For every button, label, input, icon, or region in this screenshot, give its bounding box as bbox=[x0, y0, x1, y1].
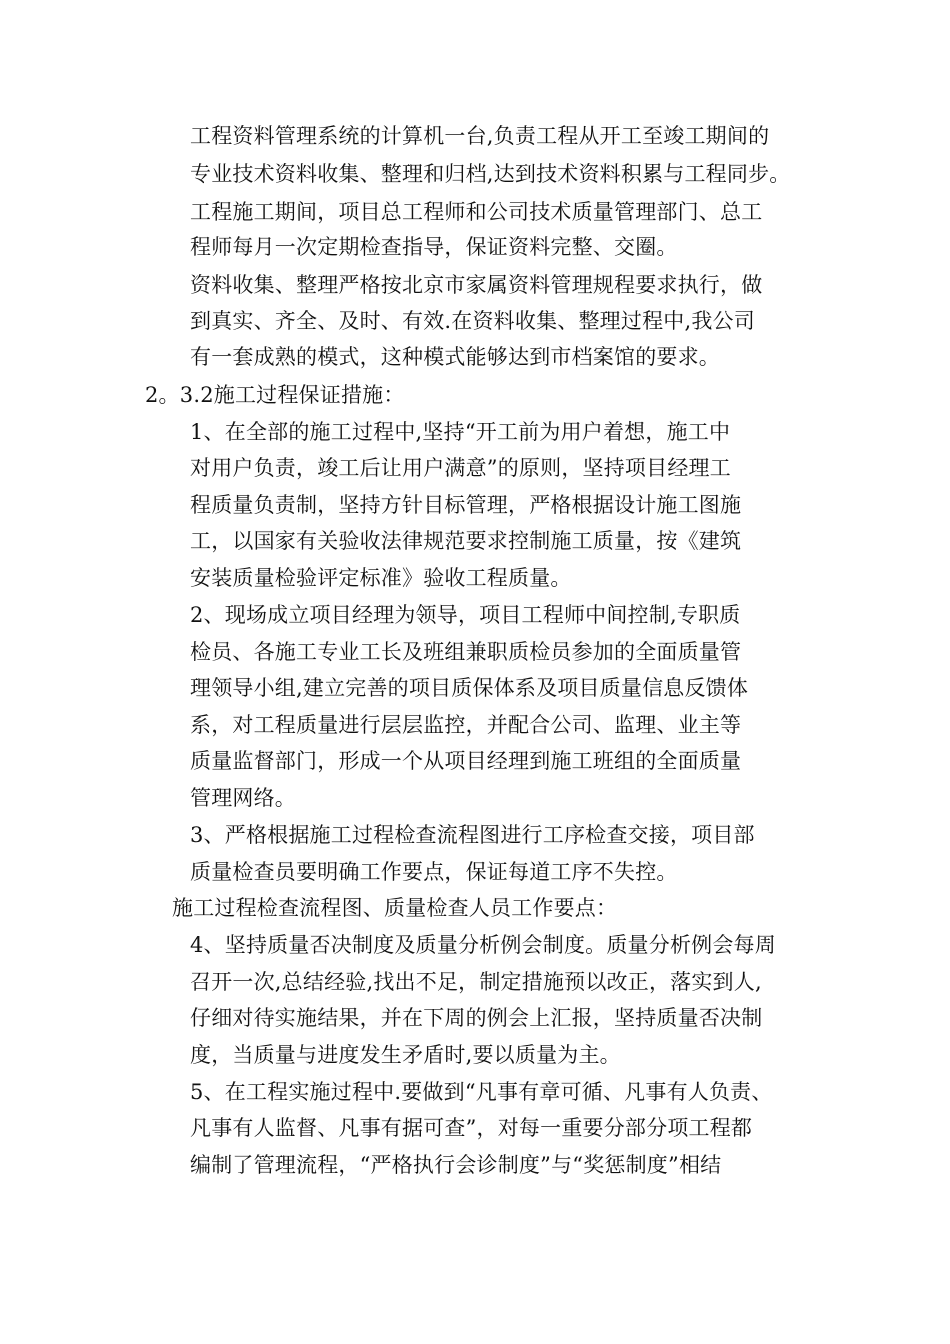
text-line: 5、在工程实施过程中.要做到“凡事有章可循、凡事有人负责、 bbox=[190, 1080, 773, 1104]
text-line: 3、严格根据施工过程检查流程图进行工序检查交接，项目部 bbox=[190, 823, 755, 847]
text-line: 度，当质量与进度发生矛盾时,要以质量为主。 bbox=[190, 1043, 621, 1067]
text-line: 工程施工期间，项目总工程师和公司技术质量管理部门、总工 bbox=[190, 200, 763, 224]
text-line: 专业技术资料收集、整理和归档,达到技术资料积累与工程同步。 bbox=[190, 162, 791, 186]
text-line: 程师每月一次定期检查指导，保证资料完整、交圈。 bbox=[190, 235, 678, 259]
sub-heading: 施工过程检查流程图、质量检查人员工作要点： bbox=[172, 896, 618, 920]
text-line: 质量监督部门，形成一个从项目经理到施工班组的全面质量 bbox=[190, 749, 742, 773]
text-line: 资料收集、整理严格按北京市家属资料管理规程要求执行，做 bbox=[190, 273, 763, 297]
text-line: 理领导小组,建立完善的项目质保体系及项目质量信息反馈体 bbox=[190, 676, 749, 700]
text-line: 管理网络。 bbox=[190, 786, 296, 810]
text-line: 工程资料管理系统的计算机一台,负责工程从开工至竣工期间的 bbox=[190, 124, 770, 148]
text-line: 召开一次,总结经验,找出不足，制定措施预以改正，落实到人, bbox=[190, 970, 762, 994]
text-line: 系，对工程质量进行层层监控，并配合公司、监理、业主等 bbox=[190, 713, 742, 737]
text-line: 1、在全部的施工过程中,坚持“开工前为用户着想，施工中 bbox=[190, 420, 731, 444]
text-line: 安装质量检验评定标准》验收工程质量。 bbox=[190, 566, 572, 590]
text-line: 到真实、齐全、及时、有效.在资料收集、整理过程中,我公司 bbox=[190, 309, 755, 333]
text-line: 仔细对待实施结果，并在下周的例会上汇报，坚持质量否决制 bbox=[190, 1006, 763, 1030]
section-heading: 2。3.2施工过程保证措施： bbox=[145, 383, 405, 407]
text-line: 凡事有人监督、凡事有据可查”，对每一重要分部分项工程都 bbox=[190, 1116, 753, 1140]
text-line: 质量检查员要明确工作要点，保证每道工序不失控。 bbox=[190, 860, 678, 884]
text-line: 程质量负责制，坚持方针目标管理，严格根据设计施工图施 bbox=[190, 493, 742, 517]
text-line: 对用户负责，竣工后让用户满意”的原则，坚持项目经理工 bbox=[190, 456, 731, 480]
text-line: 2、现场成立项目经理为领导，项目工程师中间控制,专职质 bbox=[190, 603, 741, 627]
text-line: 工，以国家有关验收法律规范要求控制施工质量，按《建筑 bbox=[190, 529, 742, 553]
text-line: 编制了管理流程，“严格执行会诊制度”与“奖惩制度”相结 bbox=[190, 1153, 722, 1177]
text-line: 4、坚持质量否决制度及质量分析例会制度。质量分析例会每周 bbox=[190, 933, 776, 957]
text-line: 有一套成熟的模式，这种模式能够达到市档案馆的要求。 bbox=[190, 345, 720, 369]
text-line: 检员、各施工专业工长及班组兼职质检员参加的全面质量管 bbox=[190, 640, 742, 664]
